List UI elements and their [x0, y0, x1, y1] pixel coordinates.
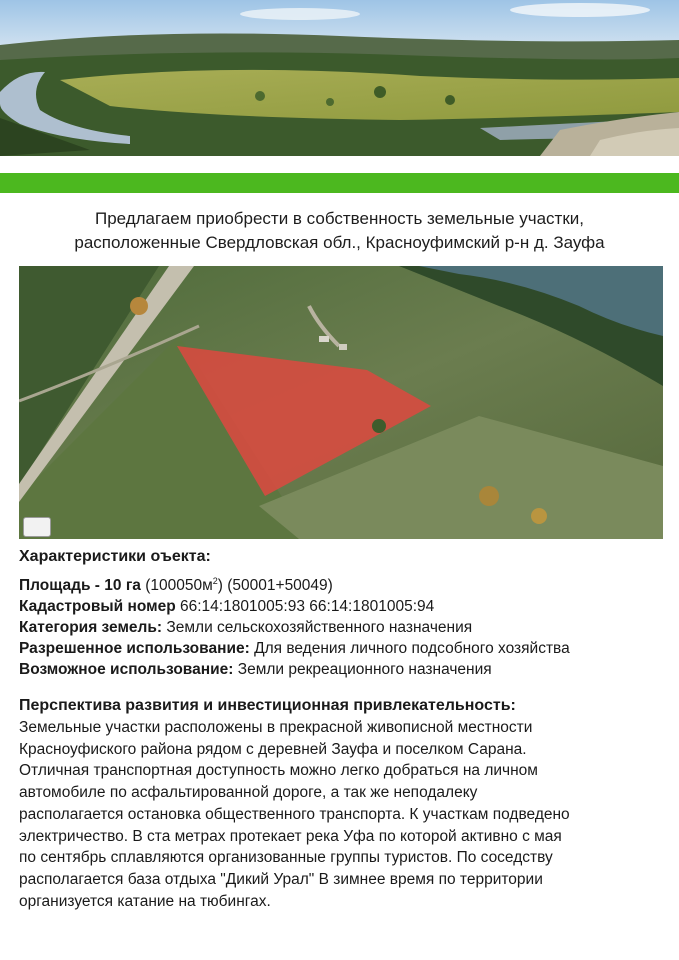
category-row — [19, 617, 669, 638]
perspective-line: располагается остановка общественного транспорта. К участкам подведено — [19, 805, 570, 823]
aerial-map-image — [19, 266, 663, 539]
title-line-1: Предлагаем приобрести в собственность земельные участки, — [94, 209, 585, 228]
area-value-a: (100050м — [140, 577, 213, 594]
characteristics-title: Характеристики оъекта: — [19, 548, 211, 565]
possible-use-label: Возможное использование: — [19, 661, 234, 678]
perspective-line: Земельные участки расположены в прекрасной живописной местности — [19, 719, 533, 736]
landscape-banner-image — [0, 0, 679, 156]
area-label: Площадь - 10 га — [19, 577, 141, 594]
permitted-use-label: Разрешенное использование: — [19, 640, 250, 657]
cadastral-label: Кадастровый номер — [19, 598, 176, 615]
permitted-use-row — [19, 638, 669, 659]
category-label: Категория земель: — [19, 619, 163, 636]
perspective-line: организуется катание на тюбингах. — [19, 892, 271, 910]
map-toggle-button[interactable] — [23, 517, 51, 537]
perspective-line: электричество. В ста метрах протекает река Уфа по которой активно с мая — [19, 827, 562, 845]
page-title — [0, 207, 679, 255]
perspective-line: Красноуфиского района рядом с деревней Зауфа и поселком Сарана. — [19, 740, 527, 758]
area-value-b: ) (50001+50049) — [217, 577, 333, 594]
cadastral-value: 66:14:1801005:93 66:14:1801005:94 — [175, 598, 435, 615]
description-section — [19, 546, 669, 912]
perspective-section — [19, 695, 669, 912]
perspective-line: автомобиле по асфальтированной дороге, а так же неподалеку — [19, 784, 478, 802]
perspective-line: по сентябрь сплавляются организованные группы туристов. По соседству — [19, 849, 553, 867]
possible-use-row — [19, 659, 669, 680]
permitted-use-value: Для ведения личного подсобного хозяйства — [249, 640, 570, 657]
category-value: Земли сельскохозяйственного назначения — [162, 619, 473, 636]
title-line-2: расположенные Свердловская обл., Красноуфимский р-н д. Зауфа — [74, 233, 605, 252]
area-row — [19, 575, 669, 596]
perspective-line: располагается база отдыха "Дикий Урал" В зимнее время по территории — [19, 870, 543, 888]
cadastral-row — [19, 596, 669, 617]
area-sup: 2 — [212, 576, 218, 586]
perspective-title: Перспектива развития и инвестиционная привлекательность: — [19, 697, 516, 714]
green-stripe — [0, 173, 679, 193]
perspective-line: Отличная транспортная доступность можно легко добраться на личном — [19, 762, 538, 780]
characteristics-list — [19, 575, 669, 680]
possible-use-value: Земли рекреационного назначения — [233, 661, 492, 678]
